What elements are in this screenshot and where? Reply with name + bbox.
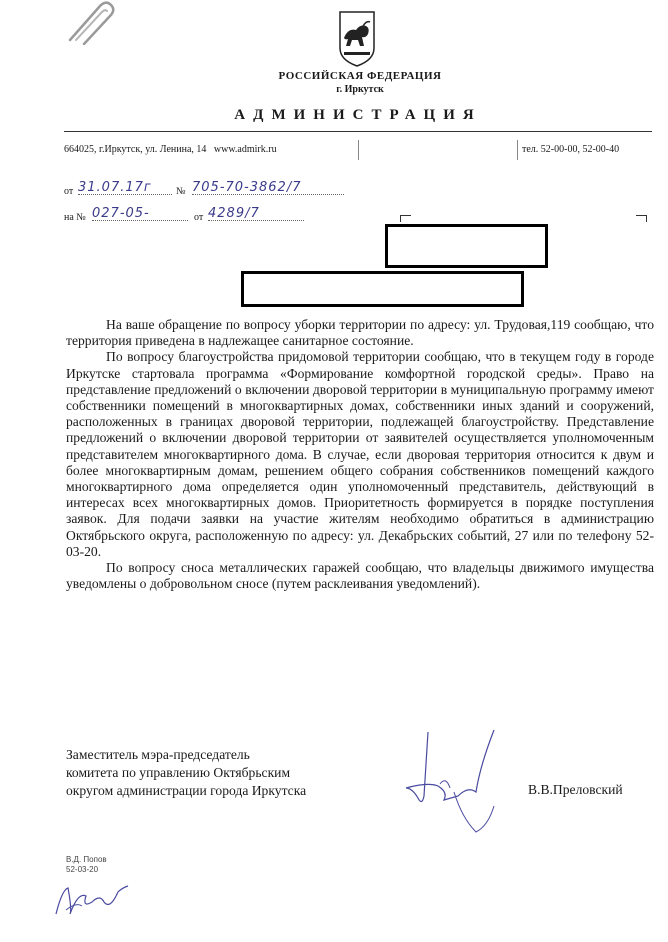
redacted-addressee-address [241, 271, 524, 307]
paragraph: По вопросу сноса металлических гаражей сообщаю, что владельцы движимого имущества уведомлены о добровольном сносе (путем расклеивания уведомлений). [66, 560, 654, 592]
signer-name: В.В.Преловский [528, 782, 623, 797]
reply-date-label: от [194, 212, 204, 223]
signer-title-line: комитета по управлению Октябрьским [66, 765, 291, 780]
number-label: № [176, 186, 186, 197]
contact-separator [358, 140, 359, 160]
letter-body [66, 317, 654, 592]
handwritten-signature [398, 726, 518, 836]
reply-date: 4289/7 [208, 206, 260, 221]
addressee-corner-left [400, 215, 411, 222]
phone-numbers: тел. 52-00-00, 52-00-40 [522, 144, 620, 155]
city-name: г. Иркутск [336, 84, 384, 95]
handwritten-initials [52, 880, 132, 920]
reply-date-field [208, 204, 304, 221]
addressee-corner-right [636, 215, 647, 222]
number-field [192, 178, 344, 195]
website: www.admirk.ru [213, 144, 277, 155]
irkutsk-coat-of-arms-icon [336, 8, 378, 68]
paragraph: По вопросу благоустройства придомовой территории сообщаю, что в текущем году в городе Иркутске стартовала программа «Формирование комфортной городской среды». Право на представление предложений о включении дворовой территории в муниципальную программу имеют собственники помещений в многоквартирных домах, собственники иных зданий и сооружений, расположенных в границах дворовой территории, подлежащей благоустройству. Представление предложений о включении дворовой территории от заявителей осуществляется уполномоченным представителем многоквартирного дома. В случае, если дворовая территория относится к двум и более многоквартирным домам, решением общего собрания собственников помещений каждого многоквартирного дома определяется один уполномоченный представитель, действующий в интересах всех многоквартирных домов. Приоритетность формируется в порядке поступления заявок. Для подачи заявки на участие жителям необходимо обратиться в администрацию Октябрьского округа, расположенную по адресу: ул. Декабрьских событий, 27 или по телефону 52-03-20. [66, 349, 654, 559]
reply-number-label: на № [64, 212, 86, 223]
paperclip-icon [62, 0, 117, 45]
paragraph: На ваше обращение по вопросу уборки территории по адресу: ул. Трудовая,119 сообщаю, что территория приведена в надлежащее санитарное состояние. [66, 317, 654, 349]
address: 664025, г.Иркутск, ул. Ленина, 14 [64, 144, 207, 155]
redacted-addressee-name [385, 224, 548, 268]
header-divider [64, 131, 652, 132]
address-line [64, 144, 277, 155]
country-name: РОССИЙСКАЯ ФЕДЕРАЦИЯ [278, 70, 442, 82]
executor-phone: 52-03-20 [66, 865, 99, 874]
outgoing-date: 31.07.17г [78, 180, 152, 195]
outgoing-number: 705-70-3862/7 [192, 180, 302, 195]
contact-separator [517, 140, 518, 160]
executor-name: В.Д. Попов [66, 855, 107, 864]
signer-title [66, 746, 306, 800]
reply-number-field [92, 204, 188, 221]
date-field [78, 178, 172, 195]
signer-title-line: Заместитель мэра-председатель [66, 747, 250, 762]
signer-title-line: округом администрации города Иркутска [66, 783, 307, 798]
date-label: от [64, 186, 74, 197]
reply-number: 027-05- [92, 206, 150, 221]
executor-info [66, 855, 107, 875]
organization-title: АДМИНИСТРАЦИЯ [234, 107, 482, 123]
